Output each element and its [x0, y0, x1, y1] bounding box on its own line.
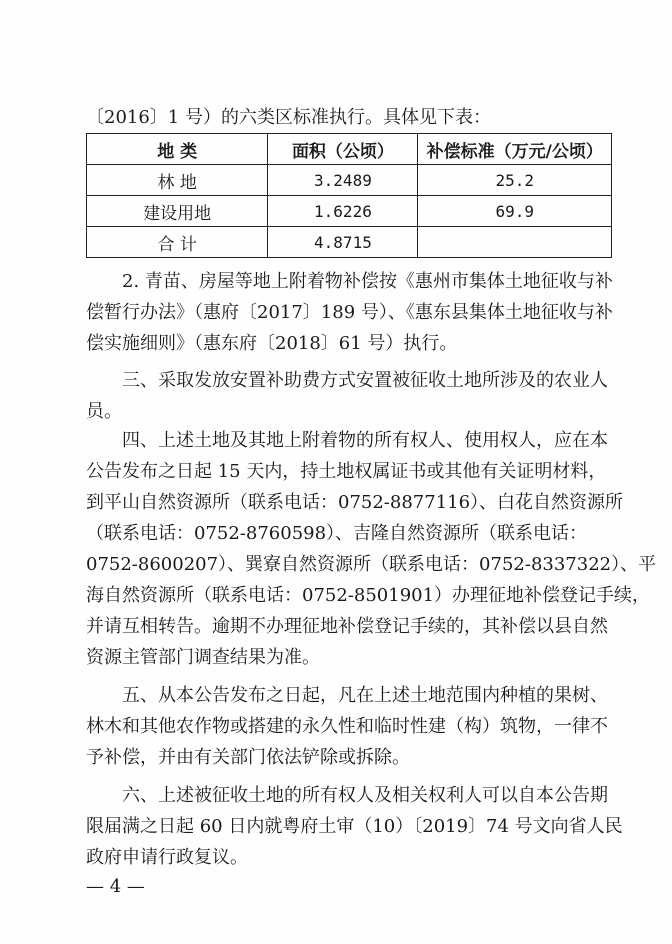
paragraph-line: 到平山自然资源所（联系电话：0752-8877116）、白花自然资源所 — [86, 492, 624, 513]
page-number: — 4 — — [86, 876, 145, 897]
cell-standard: 69.9 — [418, 196, 612, 227]
paragraph-line: 偿实施细则》（惠东府〔2018〕61 号）执行。 — [86, 333, 458, 354]
paragraph-line: 0752-8600207）、巽寮自然资源所（联系电话：0752-8337322）、平 — [86, 554, 657, 575]
paragraph-3 — [86, 365, 606, 427]
paragraph-line: 资源主管部门调查结果为准。 — [86, 647, 320, 668]
paragraph-line: 并请互相转告。逾期不办理征地补偿登记手续的，其补偿以县自然 — [86, 616, 608, 637]
table-row — [87, 165, 612, 196]
cell-standard: 25.2 — [418, 165, 612, 196]
table-row — [87, 227, 612, 258]
paragraph-line: 海自然资源所（联系电话：0752-8501901）办理征地补偿登记手续， — [86, 585, 651, 606]
header-standard: 补偿标准（万元/公顷） — [418, 134, 612, 165]
paragraph-line: 四、上述土地及其地上附着物的所有权人、使用权人，应在本 — [122, 430, 608, 451]
header-area: 面积（公顷） — [268, 134, 418, 165]
paragraph-line: 三、采取发放安置补助费方式安置被征收土地所涉及的农业人 — [122, 370, 608, 391]
paragraph-line: （联系电话：0752-8760598）、吉隆自然资源所（联系电话： — [86, 523, 588, 544]
paragraph-2 — [86, 266, 613, 359]
paragraph-line: 公告发布之日起 15 天内，持土地权属证书或其他有关证明材料， — [86, 461, 607, 482]
paragraph-line: 六、上述被征收土地的所有权人及相关权利人可以自本公告期 — [122, 785, 608, 806]
paragraph-line: 五、从本公告发布之日起，凡在上述土地范围内种植的果树、 — [122, 685, 608, 706]
cell-land-type: 林 地 — [87, 165, 268, 196]
cell-land-type: 建设用地 — [87, 196, 268, 227]
cell-land-type: 合 计 — [87, 227, 268, 258]
cell-area: 3.2489 — [268, 165, 418, 196]
paragraph-line: 偿暂行办法》（惠府〔2017〕189 号）、《惠东县集体土地征收与补 — [86, 302, 613, 323]
paragraph-line: 林木和其他农作物或搭建的永久性和临时性建（构）筑物，一律不 — [86, 716, 608, 737]
paragraph-line: 员。 — [86, 401, 122, 422]
header-land-type: 地 类 — [87, 134, 268, 165]
cell-standard — [418, 227, 612, 258]
table-header-row — [87, 134, 612, 165]
cell-area: 4.8715 — [268, 227, 418, 258]
paragraph-line: 限届满之日起 60 日内就粤府土审（10）〔2019〕74 号文向省人民 — [86, 816, 623, 837]
paragraph-6 — [86, 780, 623, 873]
compensation-table — [86, 133, 612, 258]
paragraph-line: 2. 青苗、房屋等地上附着物补偿按《惠州市集体土地征收与补 — [122, 271, 613, 292]
table-row — [87, 196, 612, 227]
intro-line: 〔2016〕1 号）的六类区标准执行。具体见下表： — [86, 107, 491, 128]
paragraph-5 — [86, 680, 606, 773]
paragraph-line: 予补偿，并由有关部门依法铲除或拆除。 — [86, 747, 410, 768]
cell-area: 1.6226 — [268, 196, 418, 227]
paragraph-line: 政府申请行政复议。 — [86, 847, 248, 868]
paragraph-4 — [86, 425, 657, 673]
